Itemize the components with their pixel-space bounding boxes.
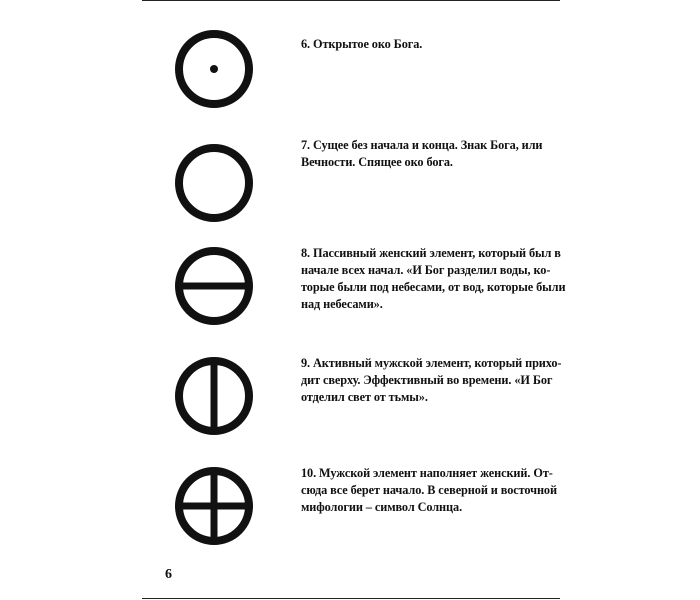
page-bottom-edge	[142, 598, 560, 599]
caption-line: над небесами».	[301, 297, 383, 311]
caption-line: 6. Открытое око Бога.	[301, 37, 423, 51]
circle-vertical-bar-icon	[170, 352, 258, 440]
empty-circle-icon	[170, 139, 258, 227]
circle-cross-icon	[170, 462, 258, 550]
entry-9-caption	[301, 355, 562, 406]
caption-line: сюда все берет начало. В северной и восточной	[301, 483, 557, 497]
caption-line: 7. Сущее без начала и конца. Знак Бога, или	[301, 138, 543, 152]
caption-line: дит сверху. Эффективный во времени. «И Бог	[301, 373, 553, 387]
entry-7-caption	[301, 137, 556, 171]
page-top-edge	[142, 0, 560, 1]
caption-line: мифологии – символ Солнца.	[301, 500, 463, 514]
circle-horizontal-bar-icon	[170, 242, 258, 330]
caption-line: Вечности. Спящее око бога.	[301, 155, 453, 169]
caption-line: 9. Активный мужской элемент, который прихо-	[301, 356, 562, 370]
caption-line: торые были под небесами, от вод, которые были	[301, 280, 566, 294]
entry-6-caption	[301, 36, 556, 53]
caption-line: 8. Пассивный женский элемент, который был в	[301, 246, 561, 260]
page-number: 6	[165, 567, 172, 582]
caption-line: начале всех начал. «И Бог разделил воды, ко-	[301, 263, 551, 277]
caption-line: отделил свет от тьмы».	[301, 390, 428, 404]
entry-10-caption	[301, 465, 556, 516]
caption-line: 10. Мужской элемент наполняет женский. От-	[301, 466, 553, 480]
entry-8-caption	[301, 245, 566, 313]
circle-with-dot-icon	[170, 25, 258, 113]
